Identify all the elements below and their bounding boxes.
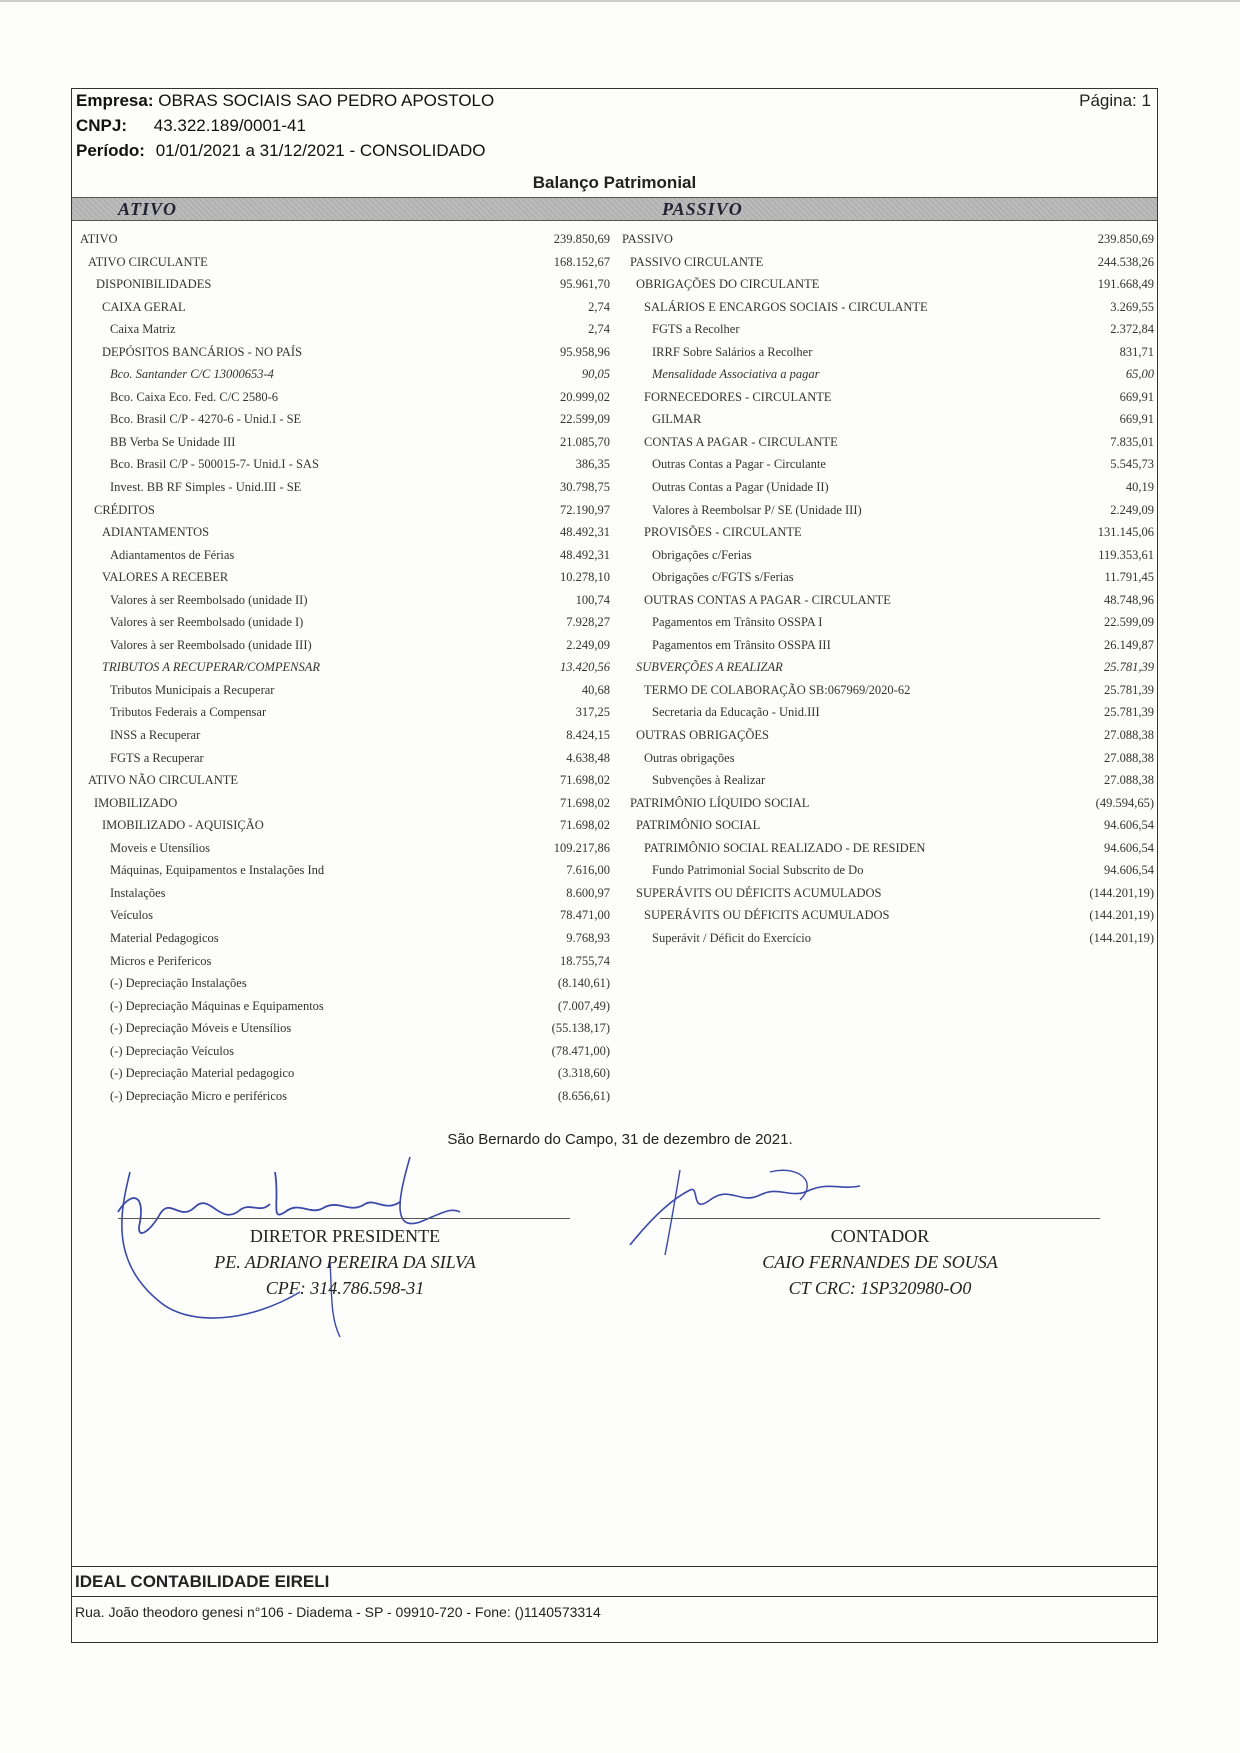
ativo-row-label: Valores à ser Reembolsado (unidade II) — [110, 592, 308, 607]
scan-edge — [0, 0, 1240, 2]
passivo-row-label: Outras Contas a Pagar - Circulante — [652, 457, 826, 472]
ativo-header: ATIVO — [118, 199, 178, 219]
ativo-row-label: Micros e Perifericos — [110, 953, 212, 968]
passivo-row-label: Valores à Reembolsar P/ SE (Unidade III) — [652, 502, 862, 517]
passivo-row-label: SUPERÁVITS OU DÉFICITS ACUMULADOS — [644, 908, 890, 923]
ativo-row-value: (8.656,61) — [557, 1088, 610, 1103]
ativo-row-value: 4.638,48 — [566, 750, 610, 765]
footer-divider — [71, 1596, 1158, 1597]
passivo-row-label: Outras obrigações — [644, 750, 735, 765]
ativo-row-value: 71.698,02 — [560, 818, 610, 833]
ativo-row-value: 7.616,00 — [566, 863, 610, 878]
left-signer-role: DIRETOR PRESIDENTE — [249, 1226, 441, 1246]
ativo-row-label: ADIANTAMENTOS — [102, 525, 210, 540]
passivo-row-label: SALÁRIOS E ENCARGOS SOCIAIS - CIRCULANTE — [644, 299, 928, 314]
right-signer-name: CAIO FERNANDES DE SOUSA — [762, 1252, 998, 1272]
passivo-header: PASSIVO — [662, 199, 743, 219]
ativo-row-value: 13.420,56 — [560, 660, 610, 675]
right-signer-role: CONTADOR — [830, 1226, 930, 1246]
ativo-row-value: 72.190,97 — [560, 502, 610, 517]
passivo-row-label: PATRIMÔNIO SOCIAL — [636, 818, 761, 833]
ativo-row-label: Valores à ser Reembolsado (unidade III) — [110, 637, 312, 652]
ativo-row-label: Bco. Brasil C/P - 500015-7- Unid.I - SAS — [110, 457, 319, 472]
passivo-row-value: 11.791,45 — [1104, 570, 1154, 585]
passivo-row-label: CONTAS A PAGAR - CIRCULANTE — [644, 434, 838, 449]
ativo-row-value: 9.768,93 — [566, 930, 610, 945]
passivo-row-label: OBRIGAÇÕES DO CIRCULANTE — [636, 277, 820, 292]
passivo-row-value: (49.594,65) — [1095, 795, 1154, 810]
footer-area — [71, 88, 1158, 1643]
passivo-row-value: 3.269,55 — [1110, 299, 1154, 314]
ativo-row-label: INSS a Recuperar — [110, 728, 201, 743]
ativo-row-label: Caixa Matriz — [110, 322, 176, 337]
passivo-row-value: (144.201,19) — [1089, 885, 1154, 900]
passivo-row-label: PATRIMÔNIO SOCIAL REALIZADO - DE RESIDEN — [644, 840, 926, 855]
passivo-row-label: Pagamentos em Trânsito OSSPA I — [652, 615, 823, 630]
ativo-row-label: Instalações — [110, 885, 166, 900]
ativo-row-label: IMOBILIZADO — [94, 795, 178, 810]
ativo-row-label: BB Verba Se Unidade III — [110, 434, 236, 449]
ativo-row-label: (-) Depreciação Veículos — [110, 1043, 235, 1058]
passivo-row-label: Mensalidade Associativa a pagar — [652, 367, 820, 382]
ativo-row-value: 2.249,09 — [566, 637, 610, 652]
passivo-row-label: FGTS a Recolher — [652, 322, 740, 337]
ativo-row-label: ATIVO — [80, 232, 118, 246]
passivo-row-label: Outras Contas a Pagar (Unidade II) — [652, 480, 829, 495]
passivo-row-label: Pagamentos em Trânsito OSSPA III — [652, 637, 831, 652]
ativo-row-label: Tributos Municipais a Recuperar — [110, 682, 275, 697]
ativo-row-label: Veículos — [110, 908, 154, 923]
passivo-row-label: Obrigações c/FGTS s/Ferias — [652, 570, 794, 585]
ativo-row-value: 317,25 — [575, 705, 610, 720]
passivo-row-value: 94.606,54 — [1104, 840, 1154, 855]
passivo-row-value: 669,91 — [1119, 389, 1154, 404]
passivo-row-label: PASSIVO — [622, 232, 673, 246]
passivo-row-value: 131.145,06 — [1097, 525, 1154, 540]
ativo-row-label: Bco. Caixa Eco. Fed. C/C 2580-6 — [110, 389, 279, 404]
passivo-row-label: Obrigações c/Ferias — [652, 547, 752, 562]
ativo-row-value: 20.999,02 — [560, 389, 610, 404]
ativo-row-label: Valores à ser Reembolsado (unidade I) — [110, 615, 304, 630]
ativo-row-label: Tributos Federais a Compensar — [110, 705, 267, 720]
ativo-row-label: Moveis e Utensílios — [110, 840, 210, 855]
passivo-row-value: 25.781,39 — [1104, 660, 1154, 675]
ativo-row-label: Invest. BB RF Simples - Unid.III - SE — [110, 480, 302, 495]
ativo-row-label: TRIBUTOS A RECUPERAR/COMPENSAR — [102, 660, 321, 675]
ativo-row-value: 40,68 — [581, 682, 610, 697]
ativo-row-value: 2,74 — [588, 322, 610, 337]
ativo-row-value: 7.928,27 — [566, 615, 610, 630]
ativo-row-label: (-) Depreciação Máquinas e Equipamentos — [110, 998, 324, 1013]
passivo-row-label: SUBVERÇÕES A REALIZAR — [636, 660, 783, 675]
left-signer-name: PE. ADRIANO PEREIRA DA SILVA — [214, 1252, 476, 1272]
cnpj-value: 43.322.189/0001-41 — [153, 116, 306, 135]
ativo-row-label: Bco. Brasil C/P - 4270-6 - Unid.I - SE — [110, 412, 302, 427]
passivo-row-label: SUPERÁVITS OU DÉFICITS ACUMULADOS — [636, 885, 882, 900]
page-value: 1 — [1141, 91, 1151, 110]
passivo-row-value: 25.781,39 — [1104, 682, 1154, 697]
passivo-row-value: 239.850,69 — [1097, 232, 1154, 246]
place-date: São Bernardo do Campo, 31 de dezembro de 2021. — [447, 1131, 793, 1148]
company-name: OBRAS SOCIAIS SAO PEDRO APOSTOLO — [158, 91, 495, 110]
passivo-row-label: Fundo Patrimonial Social Subscrito de Do — [652, 863, 864, 878]
ativo-row-label: FGTS a Recuperar — [110, 750, 204, 765]
ativo-row-value: (7.007,49) — [557, 998, 610, 1013]
ativo-row-value: 18.755,74 — [560, 953, 610, 968]
passivo-row-value: (144.201,19) — [1089, 908, 1154, 923]
passivo-row-value: 26.149,87 — [1104, 637, 1154, 652]
passivo-row-label: TERMO DE COLABORAÇÃO SB:067969/2020-62 — [644, 682, 911, 697]
passivo-row-value: 7.835,01 — [1110, 434, 1154, 449]
ativo-row-value: 8.600,97 — [566, 885, 610, 900]
ativo-row-value: 239.850,69 — [553, 232, 610, 246]
ativo-row-value: 2,74 — [588, 299, 610, 314]
passivo-row-label: PROVISÕES - CIRCULANTE — [644, 525, 802, 540]
left-signer-doc: CPF: 314.786.598-31 — [265, 1278, 425, 1298]
period-value: 01/01/2021 a 31/12/2021 - CONSOLIDADO — [155, 141, 486, 160]
passivo-row-label: IRRF Sobre Salários a Recolher — [652, 344, 813, 359]
passivo-row-value: 48.748,96 — [1104, 592, 1154, 607]
ativo-row-label: Adiantamentos de Férias — [110, 547, 235, 562]
ativo-row-value: (55.138,17) — [551, 1021, 610, 1036]
passivo-row-label: Superávit / Déficit do Exercício — [652, 930, 811, 945]
passivo-row-label: FORNECEDORES - CIRCULANTE — [644, 389, 832, 404]
ativo-row-value: 71.698,02 — [560, 773, 610, 788]
passivo-row-value: 2.249,09 — [1110, 502, 1154, 517]
ativo-row-value: 78.471,00 — [560, 908, 610, 923]
ativo-row-value: 8.424,15 — [566, 728, 610, 743]
ativo-row-value: 30.798,75 — [560, 480, 610, 495]
ativo-row-label: IMOBILIZADO - AQUISIÇÃO — [102, 818, 264, 833]
report-title: Balanço Patrimonial — [532, 173, 697, 192]
passivo-row-value: 191.668,49 — [1097, 277, 1154, 292]
ativo-row-value: 95.961,70 — [560, 277, 610, 292]
ativo-row-label: Bco. Santander C/C 13000653-4 — [110, 367, 274, 382]
ativo-row-value: 95.958,96 — [560, 344, 610, 359]
passivo-row-value: 27.088,38 — [1104, 728, 1154, 743]
ativo-row-value: (78.471,00) — [551, 1043, 610, 1058]
ativo-row-label: CRÉDITOS — [94, 502, 155, 517]
passivo-row-value: 22.599,09 — [1104, 615, 1154, 630]
footer-company: IDEAL CONTABILIDADE EIRELI — [75, 1572, 330, 1591]
passivo-row-label: Subvenções à Realizar — [652, 773, 766, 788]
passivo-row-label: Secretaria da Educação - Unid.III — [652, 705, 820, 720]
passivo-row-label: OUTRAS CONTAS A PAGAR - CIRCULANTE — [644, 592, 891, 607]
ativo-row-value: 168.152,67 — [553, 254, 610, 269]
passivo-row-value: 2.372,84 — [1110, 322, 1154, 337]
ativo-row-label: DISPONIBILIDADES — [96, 277, 212, 292]
company-label: Empresa: — [76, 91, 154, 110]
ativo-row-value: (8.140,61) — [557, 976, 610, 991]
ativo-row-value: 109.217,86 — [553, 840, 610, 855]
passivo-row-value: (144.201,19) — [1089, 930, 1154, 945]
period-label: Período: — [76, 141, 145, 160]
ativo-row-label: Máquinas, Equipamentos e Instalações Ind — [110, 863, 325, 878]
passivo-row-value: 831,71 — [1119, 344, 1154, 359]
passivo-row-value: 244.538,26 — [1097, 254, 1154, 269]
ativo-row-label: VALORES A RECEBER — [102, 570, 229, 585]
ativo-row-value: 100,74 — [575, 592, 610, 607]
ativo-row-label: (-) Depreciação Material pedagogico — [110, 1066, 295, 1081]
footer-rule — [71, 1566, 1158, 1567]
passivo-row-label: PASSIVO CIRCULANTE — [630, 254, 764, 269]
ativo-row-value: (3.318,60) — [557, 1066, 610, 1081]
passivo-row-value: 40,19 — [1125, 480, 1154, 495]
passivo-row-value: 25.781,39 — [1104, 705, 1154, 720]
passivo-row-value: 5.545,73 — [1110, 457, 1154, 472]
footer-address: Rua. João theodoro genesi n°106 - Diadema - SP - 09910-720 - Fone: ()1140573314 — [75, 1604, 601, 1620]
passivo-row-value: 27.088,38 — [1104, 773, 1154, 788]
passivo-row-label: GILMAR — [652, 412, 702, 427]
passivo-row-value: 27.088,38 — [1104, 750, 1154, 765]
ativo-row-label: ATIVO CIRCULANTE — [88, 254, 208, 269]
right-signer-doc: CT CRC: 1SP320980-O0 — [788, 1278, 972, 1298]
passivo-row-value: 119.353,61 — [1098, 547, 1154, 562]
ativo-row-value: 48.492,31 — [560, 525, 610, 540]
ativo-row-value: 71.698,02 — [560, 795, 610, 810]
ativo-row-label: Material Pedagogicos — [110, 930, 219, 945]
passivo-row-label: PATRIMÔNIO LÍQUIDO SOCIAL — [630, 795, 810, 810]
ativo-row-label: (-) Depreciação Micro e periféricos — [110, 1088, 287, 1103]
ativo-row-label: DEPÓSITOS BANCÁRIOS - NO PAÍS — [102, 344, 303, 359]
ativo-row-value: 386,35 — [575, 457, 610, 472]
cnpj-label: CNPJ: — [76, 116, 128, 135]
ativo-row-label: (-) Depreciação Instalações — [110, 976, 247, 991]
ativo-row-value: 10.278,10 — [560, 570, 610, 585]
passivo-row-value: 65,00 — [1125, 367, 1154, 382]
ativo-row-label: CAIXA GERAL — [102, 299, 186, 314]
ativo-row-value: 21.085,70 — [560, 434, 610, 449]
ativo-row-value: 90,05 — [581, 367, 610, 382]
passivo-row-value: 94.606,54 — [1104, 863, 1154, 878]
page-label: Página: — [1079, 91, 1137, 110]
passivo-row-value: 94.606,54 — [1104, 818, 1154, 833]
passivo-row-label: OUTRAS OBRIGAÇÕES — [636, 728, 770, 743]
passivo-row-value: 669,91 — [1119, 412, 1154, 427]
ativo-row-label: (-) Depreciação Móveis e Utensílios — [110, 1021, 292, 1036]
ativo-row-value: 22.599,09 — [560, 412, 610, 427]
ativo-row-value: 48.492,31 — [560, 547, 610, 562]
ativo-row-label: ATIVO NÃO CIRCULANTE — [88, 773, 238, 788]
